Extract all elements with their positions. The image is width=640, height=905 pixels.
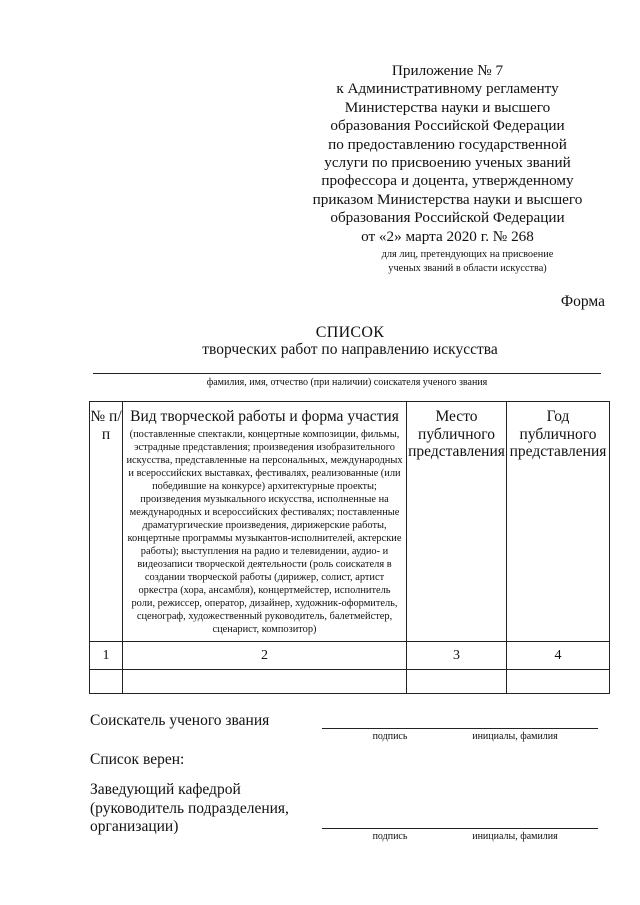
table-row <box>90 670 610 694</box>
applicant-category-note <box>360 248 575 275</box>
empty-cell[interactable] <box>407 670 507 694</box>
empty-cell[interactable] <box>90 670 123 694</box>
name-caption: инициалы, фамилия <box>472 731 558 742</box>
form-label: Форма <box>560 293 605 310</box>
head-label-line: (руководитель подразделения, <box>90 799 289 817</box>
list-verified-label: Список верен: <box>90 751 185 768</box>
applicant-signature-label: Соискатель ученого звания <box>90 712 270 729</box>
appendix-header <box>300 62 595 246</box>
fio-caption: фамилия, имя, отчество (при наличии) соискателя ученого звания <box>206 377 488 388</box>
appendix-line: Министерства науки и высшего <box>344 98 551 116</box>
head-label-line: Заведующий кафедрой <box>90 781 241 798</box>
column-number: 3 <box>407 642 507 670</box>
appendix-line: от «2» марта 2020 г. № 268 <box>361 227 534 245</box>
appendix-line: к Административному регламенту <box>336 80 559 98</box>
signature-caption: подпись <box>372 731 408 742</box>
empty-cell[interactable] <box>507 670 610 694</box>
column-number: 4 <box>507 642 610 670</box>
name-caption: инициалы, фамилия <box>472 831 558 842</box>
head-of-department-label <box>90 781 289 837</box>
note-line: для лиц, претендующих на присвоение <box>381 249 554 260</box>
head-label-line: организации) <box>90 818 179 835</box>
column-numbers-row <box>90 642 610 670</box>
applicant-signature-line[interactable] <box>322 728 598 729</box>
appendix-line: профессора и доцента, утвержденному <box>321 172 574 190</box>
header-year: Год публичного представления <box>507 402 610 642</box>
appendix-line: образования Российской Федерации <box>330 117 565 135</box>
column-number: 2 <box>123 642 407 670</box>
appendix-line: услуги по присвоению ученых званий <box>324 154 571 172</box>
appendix-line: образования Российской Федерации <box>330 209 565 227</box>
header-number: № п/п <box>90 402 123 642</box>
empty-cell[interactable] <box>123 670 407 694</box>
appendix-line: приказом Министерства науки и высшего <box>312 190 583 208</box>
works-table <box>89 401 610 694</box>
header-work-type-title: Вид творческой работы и форма участия <box>130 408 399 425</box>
head-signature-line[interactable] <box>322 828 598 829</box>
table-header-row <box>90 402 610 642</box>
appendix-line: Приложение № 7 <box>391 62 504 79</box>
note-line: ученых званий в области искусства) <box>388 262 547 274</box>
document-subtitle: творческих работ по направлению искусства <box>202 341 498 358</box>
fio-line <box>93 373 601 374</box>
header-work-type-description: (поставленные спектакли, концертные композиции, фильмы, эстрадные представления; произведения изобразительного искусства, представленные на персональных, международных и всероссийских выставках, фестивалях, реализованные (или победившие на конкурсе) архитектурные проекты; произведения музыкального искусства, исполненные на международных и всероссийских фестивалях; поставленные драматургические произведения, дирижерские работы, концертные программы музыкантов-исполнителей, актерские работы); выступления на радио и телевидении, аудио- и видеозаписи творческой деятельности (роль соискателя в создании творческой работы (дирижер, солист, артист оркестра (хора, ансамбля), концертмейстер, исполнитель роли, режиссер, оператор, дизайнер, художник-оформитель, сценограф, художественный руководитель, балетмейстер, сценарист, композитор) <box>126 428 403 635</box>
column-number: 1 <box>90 642 123 670</box>
document-title: СПИСОК <box>315 324 385 341</box>
appendix-line: по предоставлению государственной <box>328 135 567 153</box>
signature-caption: подпись <box>372 831 408 842</box>
header-place: Место публичного представления <box>407 402 507 642</box>
header-work-type <box>123 402 407 642</box>
